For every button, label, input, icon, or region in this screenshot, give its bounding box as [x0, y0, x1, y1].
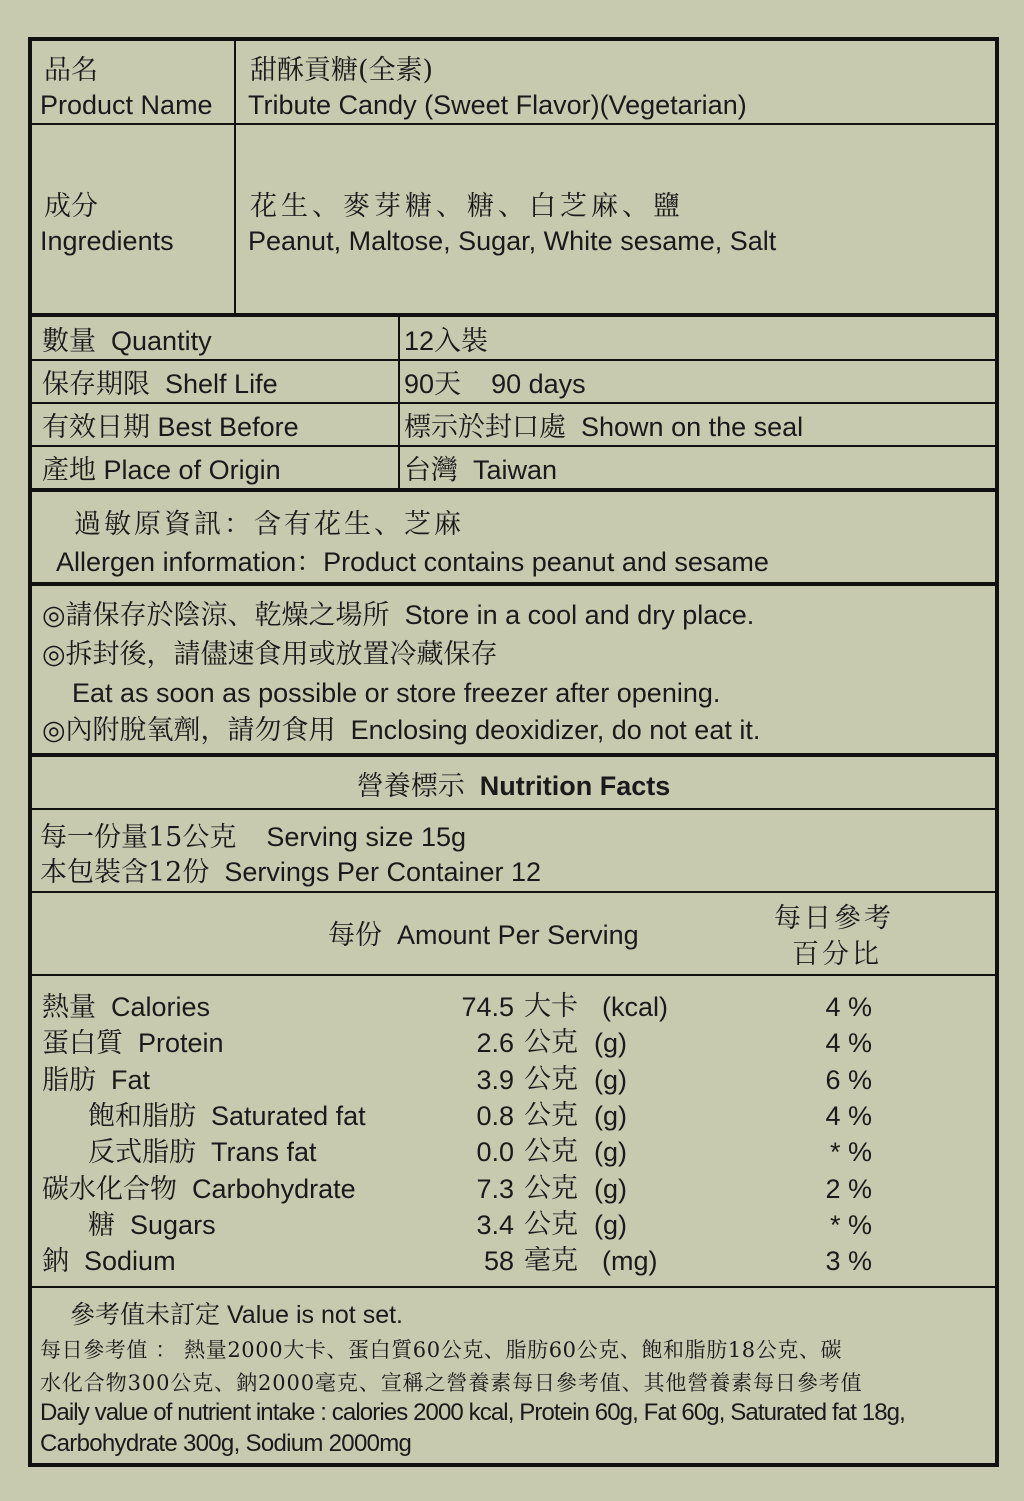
product-name-label-en: Product Name	[40, 90, 213, 120]
divider	[32, 582, 995, 586]
daily-value-header-line1: 每日參考	[774, 903, 894, 934]
nutrient-daily-value: 2 %	[825, 1174, 872, 1204]
nutrient-label: 飽和脂肪 Saturated fat	[88, 1101, 366, 1132]
nutrient-unit-zh: 公克	[524, 1209, 578, 1240]
divider	[32, 359, 995, 361]
ingredients-en: Peanut, Maltose, Sugar, White sesame, Salt	[248, 226, 777, 256]
daily-value-header-line2: 百分比	[792, 939, 882, 970]
nutrient-unit-en: (g)	[594, 1137, 627, 1167]
nutrient-amount: 2.6	[476, 1028, 514, 1058]
storage-note: ◎內附脫氧劑，請勿食用 Enclosing deoxidizer, do not eat it.	[42, 715, 761, 746]
daily-value-note-en-2: Carbohydrate 300g, Sodium 2000mg	[40, 1430, 412, 1457]
nutrient-daily-value: 4 %	[825, 1028, 872, 1058]
serving-size: 每一份量15公克 Serving size 15g	[40, 822, 466, 853]
nutrient-amount: 3.4	[476, 1210, 514, 1240]
nutrient-unit-zh: 毫克	[524, 1245, 578, 1276]
nutrition-title: 營養標示 Nutrition Facts	[356, 771, 671, 802]
product-name-zh: 甜酥貢糖(全素)	[250, 55, 434, 86]
nutrient-unit-zh: 公克	[524, 1100, 578, 1131]
divider	[32, 123, 995, 125]
servings-per-container: 本包裝含12份 Servings Per Container 12	[40, 857, 542, 888]
nutrition-label-panel: 品名 Product Name 甜酥貢糖(全素) Tribute Candy (Sweet Flavor)(Vegetarian) 成分 Ingredients 花生、麥芽糖、糖、白芝麻、鹽 Peanut, Maltose, Sugar, White sesame, Salt 數量 Quantity 12入裝 保存期限 Shelf Life 90天 90 days 有效日期 Best Before 標示於封口處 Shown on the seal 產地 Place of Origin 台灣 Taiwan 過敏原資訊：含有花生、芝麻 Allergen information：Product contains peanut and sesame ◎請保存於陰涼、乾燥之場所 Store in a cool and dry place. ◎拆封後，請儘速食用或放置冷藏保存 Eat as soon as possible or store freezer after opening. ◎內附脫氧劑，請勿食用 Enclosing deoxidizer, do not eat it. 營養標示 Nutrition Facts 每一份量15公克 Serving size 15g 本包裝含12份 Servings Per Container 12 每份 Amount Per Serving 每日參考 百分比 熱量 Calories 74.5 大卡 (kcal) 4 % 蛋白質 Protein 2.6 公克 (g) 4 % 脂肪 Fat 3.9 公克 (g) 6 % 飽和脂肪 Saturated fat 0.8 公克 (g) 4 % 反式脂肪 Trans fat 0.0 公克 (g) * % 碳水化合物 Carbohydrate 7.3 公克 (g) 2 % 糖 Sugars 3.4 公克 (g) * % 鈉 Sodium 58 毫克 (mg) 3 % 參考值未訂定 Value is not set. 每日參考值 ： 熱量2000大卡、蛋白質60公克、脂肪60公克、飽和脂肪18公克、碳 水化合物300公克、鈉2000毫克、宣稱之營養素每日參考值、其他營養素每日參考值 Daily value of nutrient intake : calories 2000 kcal, Protein 60g, Fat 60g, Saturated fat 18g, Carbohydrate 300g, Sodium 2000mg	[28, 37, 999, 1467]
product-name-en: Tribute Candy (Sweet Flavor)(Vegetarian)	[248, 90, 747, 120]
nutrient-unit-zh: 公克	[524, 1027, 578, 1058]
divider	[32, 808, 995, 810]
daily-value-note-zh-2: 水化合物300公克、鈉2000毫克、宣稱之營養素每日參考值、其他營養素每日參考值	[40, 1371, 863, 1395]
divider	[32, 891, 995, 893]
product-name-label-zh: 品名	[44, 55, 98, 86]
nutrient-amount: 74.5	[461, 992, 514, 1022]
nutrient-daily-value: 4 %	[825, 992, 872, 1022]
nutrient-daily-value: 4 %	[825, 1101, 872, 1131]
ingredients-label-zh: 成分	[44, 191, 98, 222]
divider	[32, 313, 995, 317]
nutrient-label: 脂肪 Fat	[42, 1065, 151, 1096]
storage-note: ◎拆封後，請儘速食用或放置冷藏保存	[42, 639, 498, 670]
divider	[32, 753, 995, 757]
ingredients-label-en: Ingredients	[40, 226, 174, 256]
nutrient-unit-zh: 公克	[524, 1064, 578, 1095]
divider	[32, 1286, 995, 1288]
divider	[32, 445, 995, 447]
ingredients-zh: 花生、麥芽糖、糖、白芝麻、鹽	[250, 191, 684, 222]
nutrient-unit-en: (g)	[594, 1210, 627, 1240]
quantity-value: 12入裝	[404, 326, 489, 356]
nutrient-label: 鈉 Sodium	[42, 1246, 176, 1277]
nutrient-amount: 7.3	[476, 1174, 514, 1204]
nutrient-label: 蛋白質 Protein	[42, 1028, 224, 1059]
nutrient-label: 熱量 Calories	[42, 992, 211, 1023]
nutrient-amount: 0.8	[476, 1101, 514, 1131]
allergen-zh: 過敏原資訊：含有花生、芝麻	[74, 509, 464, 540]
daily-value-note-en-1: Daily value of nutrient intake : calories 2000 kcal, Protein 60g, Fat 60g, Saturated fat 18g,	[40, 1399, 905, 1426]
storage-note-en: Eat as soon as possible or store freezer after opening.	[72, 678, 721, 708]
nutrient-amount: 0.0	[476, 1137, 514, 1167]
nutrient-unit-en: (g)	[594, 1028, 627, 1058]
storage-note: ◎請保存於陰涼、乾燥之場所 Store in a cool and dry place.	[42, 600, 755, 631]
nutrient-amount: 58	[483, 1246, 514, 1276]
divider	[32, 402, 995, 404]
nutrient-unit-zh: 大卡	[524, 991, 578, 1022]
nutrient-label: 碳水化合物 Carbohydrate	[42, 1174, 356, 1205]
nutrient-unit-en: (g)	[594, 1174, 627, 1204]
divider	[32, 974, 995, 976]
nutrient-daily-value: * %	[829, 1210, 872, 1240]
amount-per-serving-header: 每份 Amount Per Serving	[328, 920, 639, 951]
daily-value-note-zh-1: 每日參考值 ： 熱量2000大卡、蛋白質60公克、脂肪60公克、飽和脂肪18公克、碳	[40, 1338, 843, 1362]
nutrient-amount: 3.9	[476, 1065, 514, 1095]
allergen-en: Allergen information：Product contains peanut and sesame	[56, 547, 769, 577]
divider	[32, 488, 995, 492]
nutrient-unit-en: (g)	[594, 1065, 627, 1095]
divider	[234, 41, 236, 315]
nutrient-unit-en: (g)	[594, 1101, 627, 1131]
nutrient-daily-value: 3 %	[825, 1246, 872, 1276]
nutrient-label: 反式脂肪 Trans fat	[88, 1137, 317, 1168]
nutrient-unit-zh: 公克	[524, 1173, 578, 1204]
nutrient-daily-value: 6 %	[825, 1065, 872, 1095]
nutrient-daily-value: * %	[829, 1137, 872, 1167]
nutrient-unit-en: (kcal)	[602, 992, 668, 1022]
nutrient-unit-zh: 公克	[524, 1136, 578, 1167]
value-not-set-note: 參考值未訂定 Value is not set.	[70, 1300, 403, 1329]
nutrient-label: 糖 Sugars	[88, 1210, 216, 1241]
nutrient-unit-en: (mg)	[602, 1246, 658, 1276]
